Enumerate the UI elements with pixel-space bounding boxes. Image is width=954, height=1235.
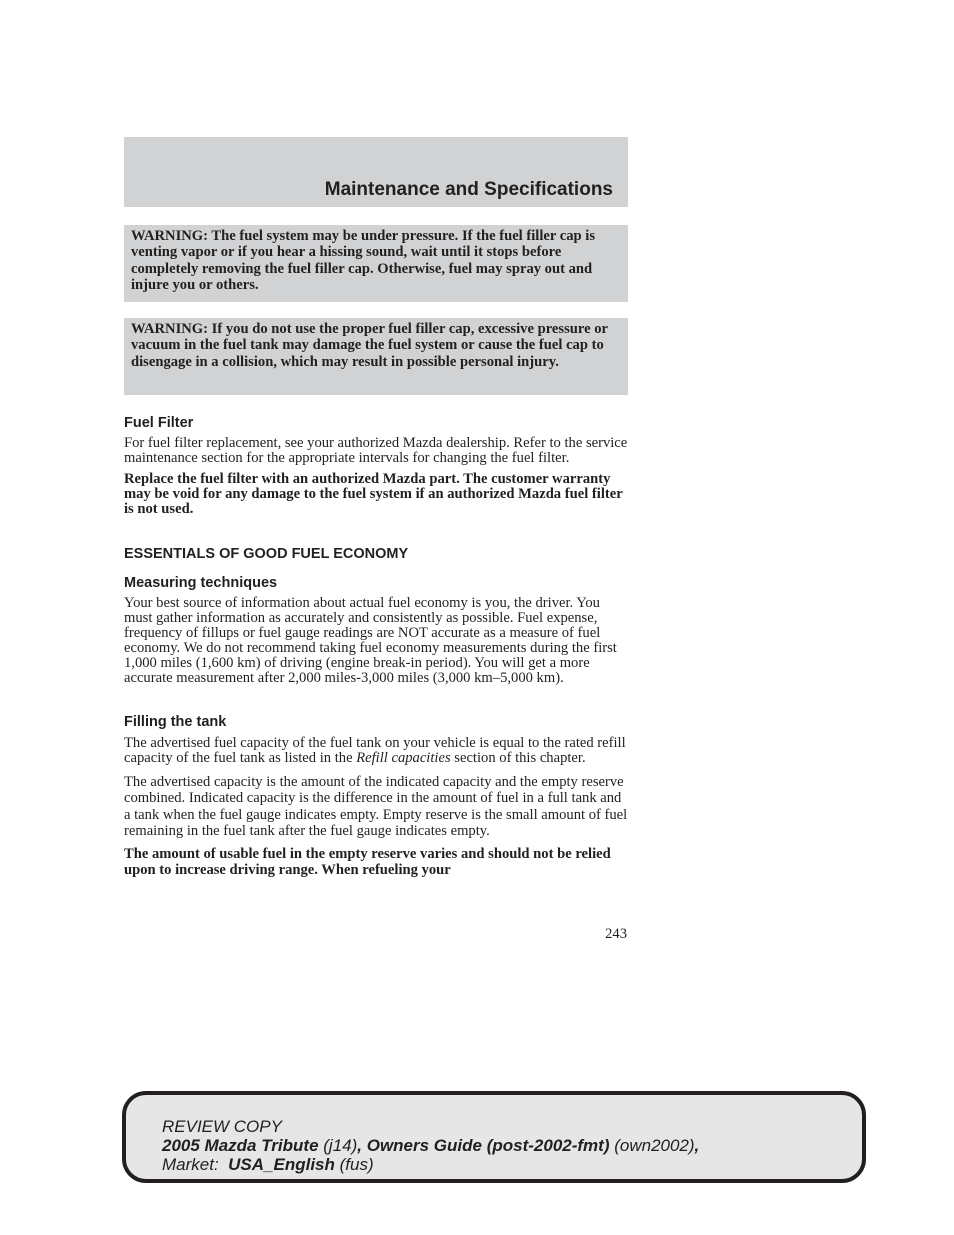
vehicle-name: 2005 Mazda Tribute [162, 1136, 319, 1155]
vehicle-code: (j14) [323, 1136, 358, 1155]
market-value: USA_English [228, 1155, 335, 1174]
warning-box-filler-cap [124, 318, 628, 395]
warning-text: WARNING: If you do not use the proper fuel filler cap, excessive pressure or vacuum in the fuel tank may damage the fuel system or cause the fuel cap to disengage in a collision, which may result in possible personal injury. [131, 321, 608, 370]
warning-text: WARNING: The fuel system may be under pressure. If the fuel filler cap is venting vapor or if you hear a hissing sound, wait until it stops before completely removing the fuel filler cap. Otherwise, fuel may spray out and injure you or others. [131, 228, 596, 293]
refill-capacities-reference: Refill capacities [356, 750, 451, 766]
fuel-filter-section [124, 416, 628, 517]
document-identifier-line [162, 1136, 842, 1155]
fuel-filter-paragraph: For fuel filter replacement, see your authorized Mazda dealership. Refer to the service maintenance section for the appropriate intervals for changing the fuel filter. [124, 435, 628, 466]
separator-comma: , [694, 1136, 700, 1155]
essentials-heading: ESSENTIALS OF GOOD FUEL ECONOMY [124, 546, 409, 562]
section-header-band [124, 137, 628, 207]
filling-paragraph-1-end: section of this chapter. [450, 750, 586, 766]
page-number: 243 [605, 926, 627, 942]
market-line [162, 1155, 842, 1174]
guide-code: (own2002) [614, 1136, 695, 1155]
fuel-filter-heading: Fuel Filter [124, 415, 194, 431]
filling-paragraph-1-start: The advertised fuel capacity of the fuel tank on your vehicle is equal to the rated refill capacity of the fuel tank as listed in the [124, 735, 626, 766]
measuring-heading: Measuring techniques [124, 575, 278, 591]
measuring-section [124, 576, 628, 686]
filling-section [124, 715, 628, 879]
fuel-filter-bold-paragraph: Replace the fuel filter with an authorized Mazda part. The customer warranty may be void for any damage to the fuel system if an authorized Mazda fuel filter is not used. [124, 471, 623, 517]
warning-box-fuel-pressure [124, 225, 628, 302]
filling-bold-paragraph: The amount of usable fuel in the empty reserve varies and should not be relied upon to increase driving range. When refueling your [124, 846, 611, 879]
market-label: Market: [162, 1155, 219, 1174]
guide-name: , Owners Guide (post-2002-fmt) [357, 1136, 610, 1155]
measuring-paragraph: Your best source of information about actual fuel economy is you, the driver. You must gather information as accurately and consistently as possible. Fuel expense, frequency of fillups or fuel gauge readings are NOT accurate as a measure of fuel economy. We do not recommend taking fuel economy measurements during the first 1,000 miles (1,600 km) of driving (engine break-in period). You will get a more accurate measurement after 2,000 miles-3,000 miles (3,000 km–5,000 km). [124, 595, 617, 686]
filling-paragraph-1 [124, 736, 628, 766]
section-title: Maintenance and Specifications [324, 179, 613, 200]
review-copy-footer-text [162, 1117, 842, 1174]
market-code: (fus) [339, 1155, 374, 1174]
filling-paragraph-2: The advertised capacity is the amount of the indicated capacity and the empty reserve combined. Indicated capacity is the difference in the amount of fuel in a full tank and a tank when the fuel gauge indicates empty. Empty reserve is the small amount of fuel remaining in the fuel tank after the fuel gauge indicates empty. [124, 774, 628, 839]
filling-heading: Filling the tank [124, 714, 227, 730]
essentials-section [124, 547, 628, 562]
review-copy-label: REVIEW COPY [162, 1117, 282, 1136]
